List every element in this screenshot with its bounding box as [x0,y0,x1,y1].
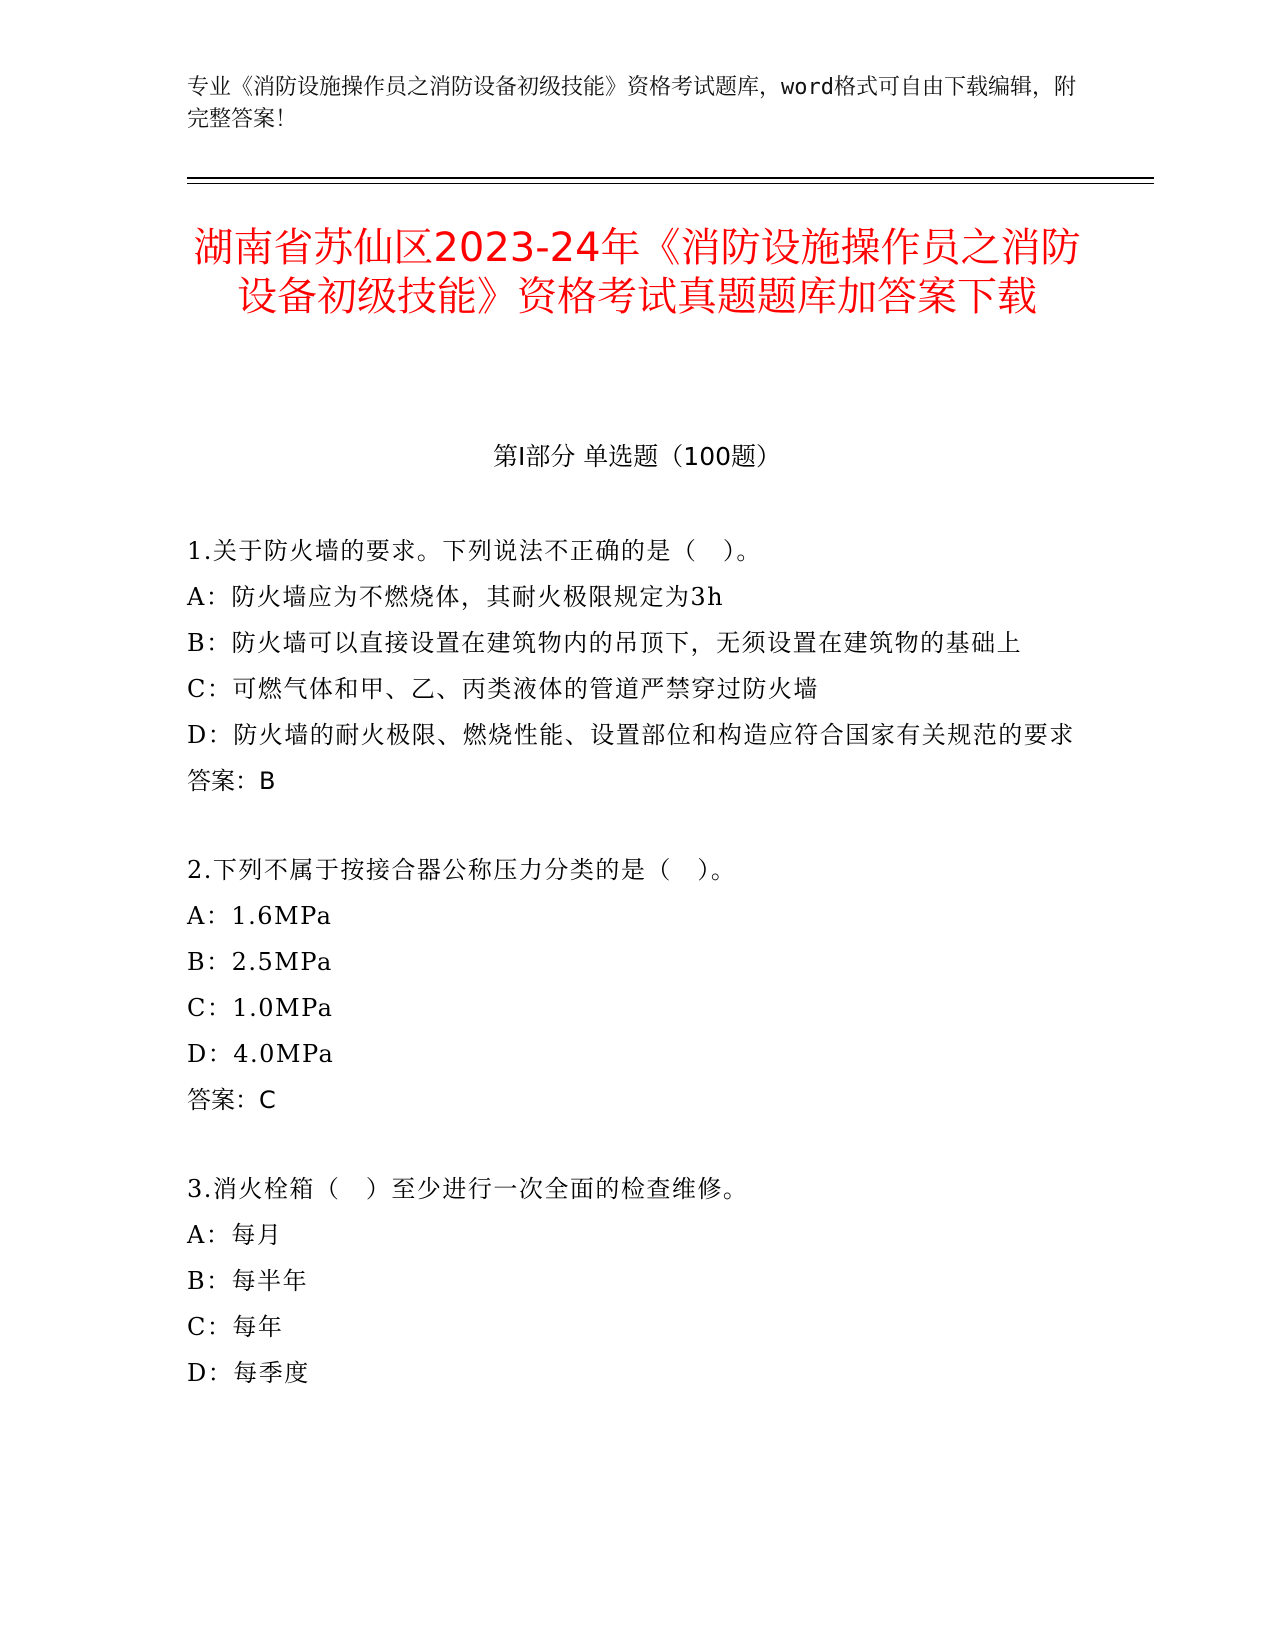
option-a: A：防火墙应为不燃烧体，其耐火极限规定为3h [187,583,725,611]
option-c: C：1.0MPa [187,994,334,1022]
option-b: B：每半年 [187,1267,309,1295]
option-d: D：防火墙的耐火极限、燃烧性能、设置部位和构造应符合国家有关规范的要求 [187,721,1075,749]
answer-label: 答案：C [187,1086,276,1114]
option-d: D：4.0MPa [187,1040,335,1068]
question-stem: 1.关于防火墙的要求。下列说法不正确的是（ ）。 [187,537,762,565]
question-stem: 3.消火栓箱（ ）至少进行一次全面的检查维修。 [187,1175,749,1203]
header-divider-thick [187,177,1154,179]
question-3 [187,1166,1087,1396]
question-stem: 2.下列不属于按接合器公称压力分类的是（ ）。 [187,856,737,884]
header-note: 专业《消防设施操作员之消防设备初级技能》资格考试题库，word格式可自由下载编辑，附完整答案！ [187,75,1076,132]
document-title: 湖南省苏仙区2023-24年《消防设施操作员之消防设备初级技能》资格考试真题题库加答案下载 [193,225,1081,320]
option-a: A：每月 [187,1221,283,1249]
option-b: B：2.5MPa [187,948,333,976]
question-2 [187,847,1087,1123]
question-list [187,528,1087,1439]
section-heading: 第Ⅰ部分 单选题（100题） [492,442,782,471]
header-divider-thin [187,183,1154,184]
option-c: C：可燃气体和甲、乙、丙类液体的管道严禁穿过防火墙 [187,675,819,703]
answer-label: 答案：B [187,767,276,795]
option-c: C：每年 [187,1313,284,1341]
option-d: D：每季度 [187,1359,310,1387]
option-b: B：防火墙可以直接设置在建筑物内的吊顶下，无须设置在建筑物的基础上 [187,629,1023,657]
option-a: A：1.6MPa [187,902,333,930]
question-1 [187,528,1087,804]
